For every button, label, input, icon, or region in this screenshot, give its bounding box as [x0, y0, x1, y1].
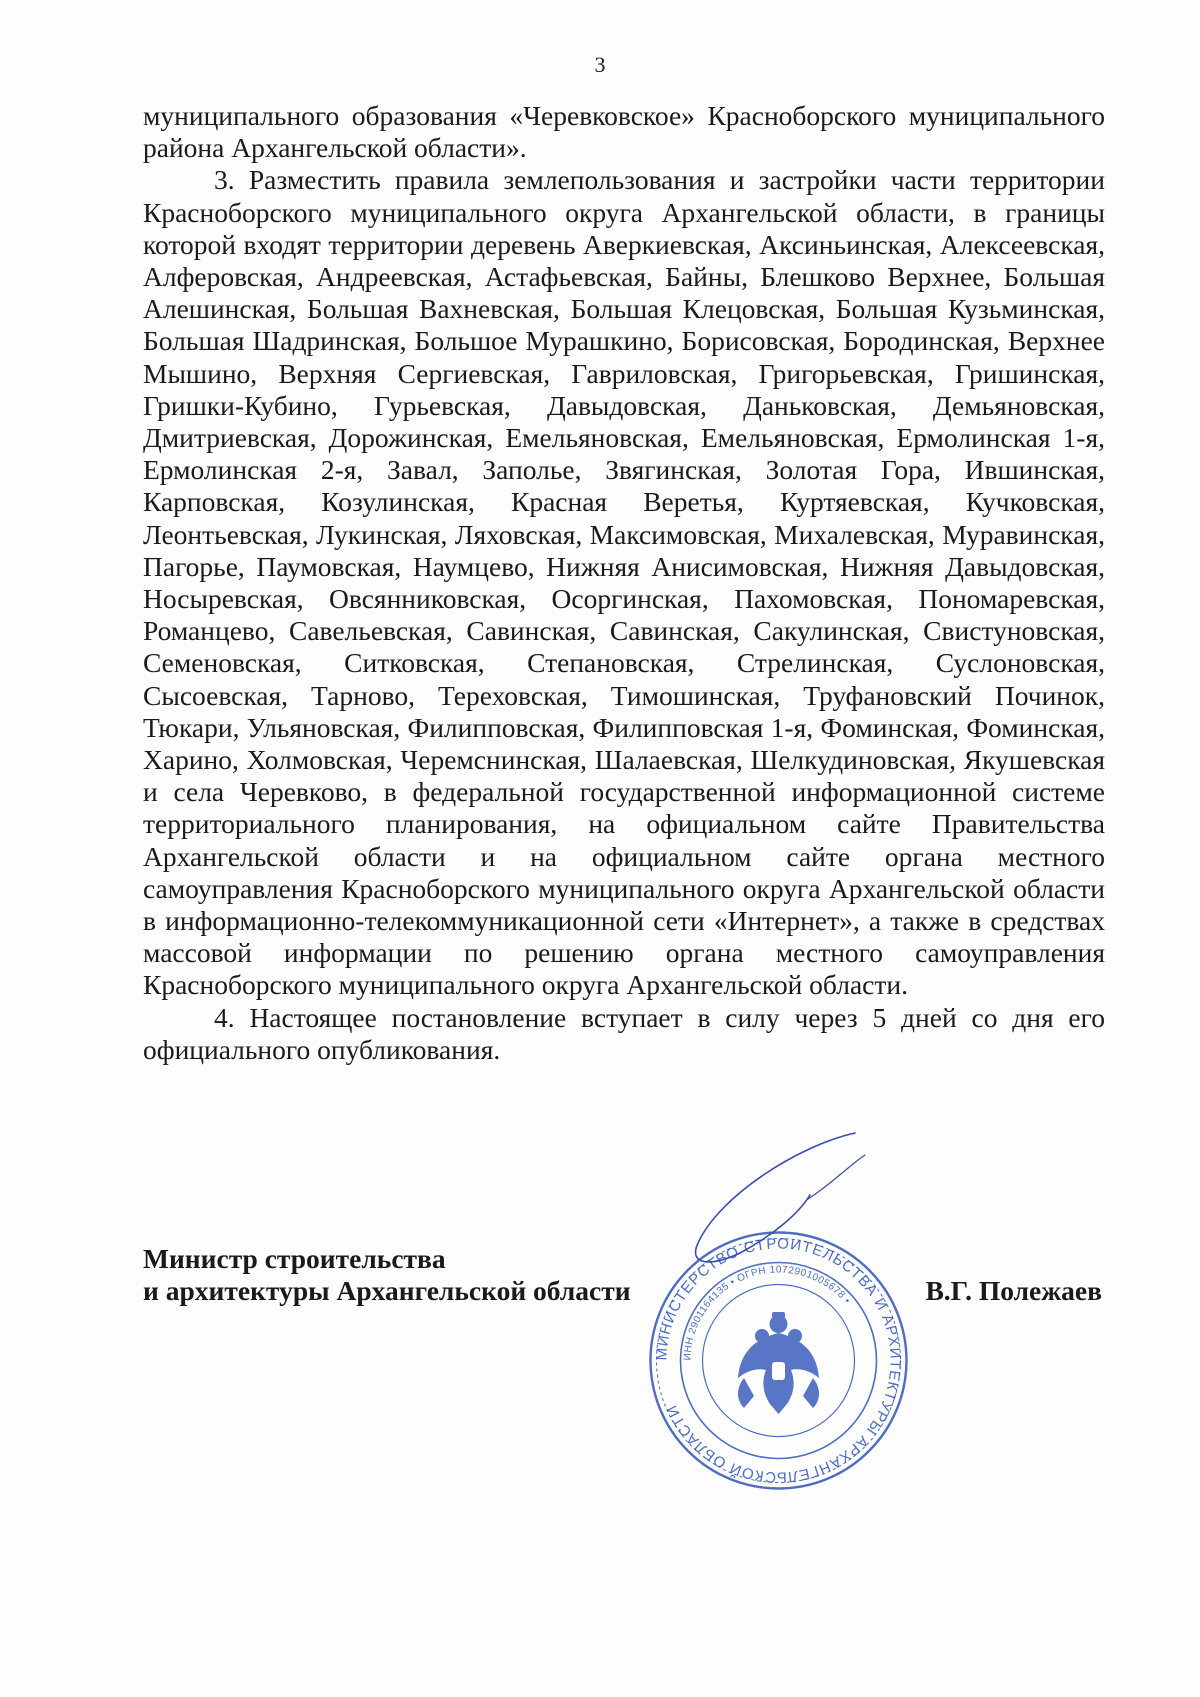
page-number: 3: [594, 52, 606, 77]
signatory-title-line-1: Министр строительства: [143, 1243, 446, 1274]
paragraph-4: 4. Настоящее постановление вступает в силу через 5 дней со дня его официального опубликования.: [143, 1001, 1105, 1065]
signatory-name: В.Г. Полежаев: [925, 1275, 1102, 1306]
svg-text:ИНН 2901164135 • ОГРН 10729010: ИНН 2901164135 • ОГРН 1072901005678 •: [682, 1264, 853, 1361]
document-body: [143, 100, 1105, 1066]
paragraph-3: 3. Разместить правила землепользования и застройки части территории Красноборского муниципального округа Архангельской области, в границы которой входят территории деревень Аверкиевская, Аксиньинская, Алексеевская, Алферовская, Андреевская, Астафьевская, Байны, Блешково Верхнее, Большая Алешинская, Большая Вахневская, Большая Клецовская, Большая Кузьминская, Большая Шадринская, Большое Мурашкино, Борисовская, Бородинская, Верхнее Мышино, Верхняя Сергиевская, Гавриловская, Григорьевская, Гришинская, Гришки-Кубино, Гурьевская, Давыдовская, Даньковская, Демьяновская, Дмитриевская, Дорожинская, Емельяновская, Емельяновская, Ермолинская 1-я, Ермолинская 2-я, Завал, Заполье, Звягинская, Золотая Гора, Ившинская, Карповская, Козулинская, Красная Веретья, Куртяевская, Кучковская, Леонтьевская, Лукинская, Ляховская, Максимовская, Михалевская, Муравинская, Пагорье, Паумовская, Наумцево, Нижняя Анисимовская, Нижняя Давыдовская, Носыревская, Овсянниковская, Осоргинская, Пахомовская, Пономаревская, Романцево, Савельевская, Савинская, Савинская, Сакулинская, Свистуновская, Семеновская, Ситковская, Степановская, Стрелинская, Суслоновская, Сысоевская, Тарново, Тереховская, Тимошинская, Труфановский Починок, Тюкари, Ульяновская, Филипповская, Филипповская 1-я, Фоминская, Фоминская, Харино, Холмовская, Черемснинская, Шалаевская, Шелкудиновская, Якушевская и села Черевково, в федеральной государственной информационной системе территориального планирования, на официальном сайте Правительства Архангельской области и на официальном сайте органа местного самоуправления Красноборского муниципального округа Архангельской области в информационно-телекоммуникационной сети «Интернет», а также в средствах массовой информации по решению органа местного самоуправления Красноборского муниципального округа Архангельской области.: [143, 164, 1105, 1001]
paragraph-continuation: муниципального образования «Черевковское» Красноборского муниципального района Архангельской области».: [143, 100, 1105, 164]
svg-text:МИНИСТЕРСТВО СТРОИТЕЛЬСТВА И А: МИНИСТЕРСТВО СТРОИТЕЛЬСТВА И АРХИТЕКТУРЫ АРХАНГЕЛЬСКОЙ ОБЛАСТИ: [653, 1235, 904, 1486]
signatory-title-line-2: и архитектуры Архангельской области: [143, 1275, 631, 1306]
official-seal-stamp: [646, 1228, 911, 1493]
signatory-title: [143, 1243, 631, 1307]
